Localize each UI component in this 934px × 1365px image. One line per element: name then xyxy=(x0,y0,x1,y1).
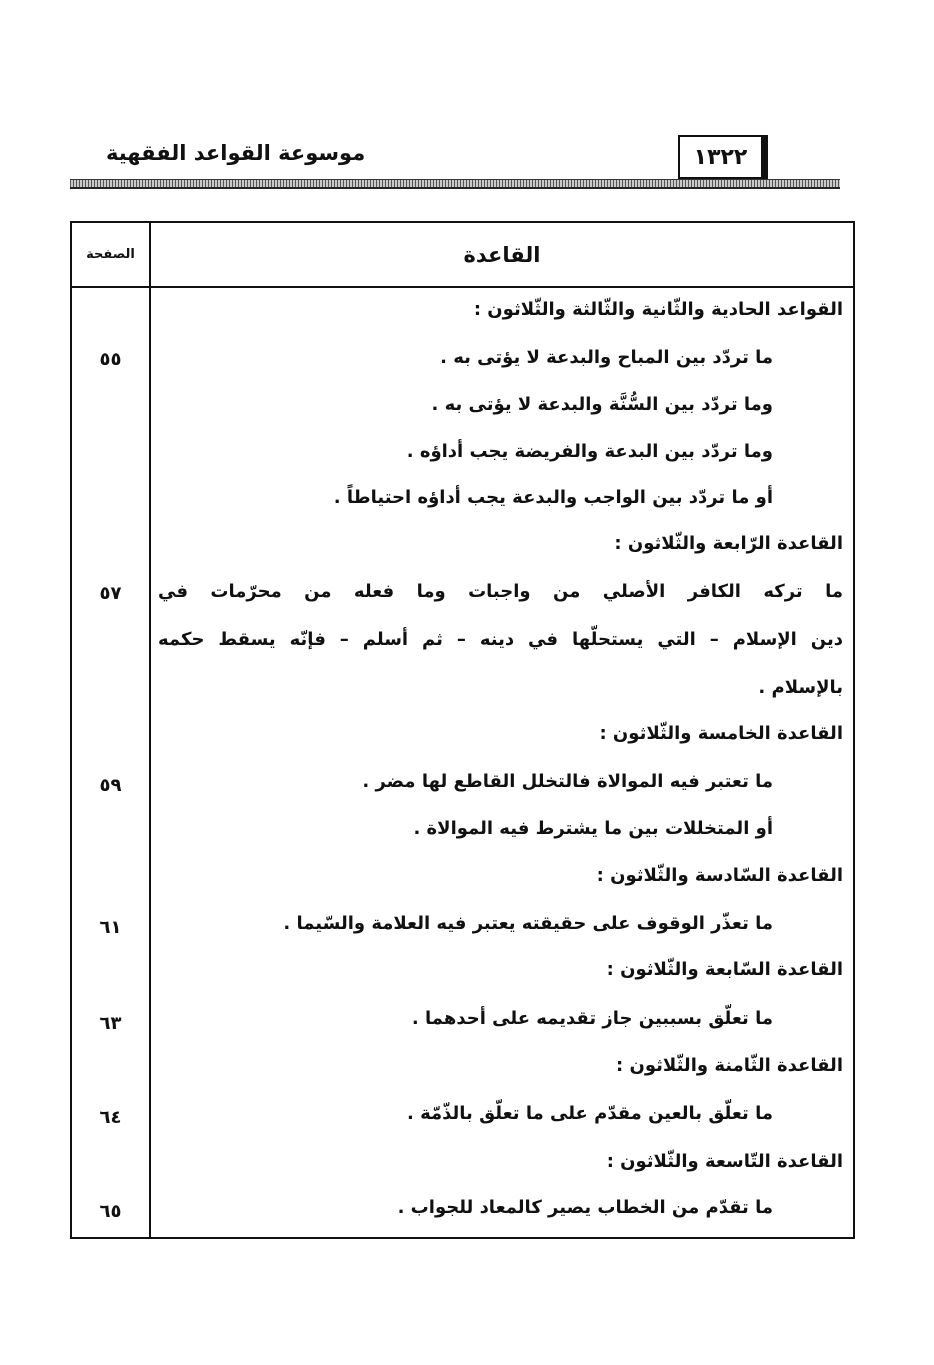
rule-heading: القاعدة الرّابعة والثّلاثون : xyxy=(614,533,843,554)
page-ref: ٥٥ xyxy=(99,349,122,370)
rule-text: ما تعتبر فيه الموالاة فالتخلل القاطع لها مضر . xyxy=(362,771,773,792)
rule-heading: القاعدة السّادسة والثّلاثون : xyxy=(596,865,843,886)
index-table xyxy=(70,221,855,1239)
page-header xyxy=(70,135,840,195)
rule-heading: القاعدة الثّامنة والثّلاثون : xyxy=(616,1055,843,1076)
page-ref: ٦٣ xyxy=(99,1013,122,1034)
rule-column-header: القاعدة xyxy=(463,242,541,267)
header-rule xyxy=(70,179,840,189)
rule-heading: القاعدة السّابعة والثّلاثون : xyxy=(606,959,843,980)
rule-text: دين الإسلام – التي يستحلّها في دينه – ثم أسلم – فإنّه يسقط حكمه xyxy=(158,629,843,650)
page-ref: ٦٤ xyxy=(99,1107,122,1128)
rule-text: ما تردّد بين المباح والبدعة لا يؤتى به . xyxy=(440,347,773,368)
book-title: موسوعة القواعد الفقهية xyxy=(106,141,366,165)
page-ref: ٦١ xyxy=(99,917,122,938)
rule-text: أو ما تردّد بين الواجب والبدعة يجب أداؤه احتياطاً . xyxy=(333,487,773,508)
column-divider xyxy=(149,223,151,1237)
rule-text: وما تردّد بين البدعة والفريضة يجب أداؤه . xyxy=(406,441,773,462)
page-number: ١٣٢٢ xyxy=(693,144,748,170)
rule-text: وما تردّد بين السُّنَّة والبدعة لا يؤتى به . xyxy=(431,394,773,415)
page-ref: ٥٧ xyxy=(99,583,122,604)
rule-heading: القاعدة الخامسة والثّلاثون : xyxy=(599,723,843,744)
page-ref: ٥٩ xyxy=(99,775,122,796)
rule-heading: القواعد الحادية والثّانية والثّالثة والثّلاثون : xyxy=(473,299,843,320)
rule-text: أو المتخللات بين ما يشترط فيه الموالاة . xyxy=(413,818,773,839)
page-number-box xyxy=(678,135,768,179)
rule-text: ما تعلّق بالعين مقدّم على ما تعلّق بالذّمّة . xyxy=(406,1103,773,1124)
rule-text: ما تقدّم من الخطاب يصير كالمعاد للجواب . xyxy=(397,1197,773,1218)
rule-heading: القاعدة التّاسعة والثّلاثون : xyxy=(606,1151,843,1172)
rule-text: بالإسلام . xyxy=(758,677,843,698)
page-ref: ٦٥ xyxy=(99,1201,122,1222)
rule-text: ما تركه الكافر الأصلي من واجبات وما فعله من محرّمات في xyxy=(158,581,843,602)
table-header-row xyxy=(72,223,853,288)
rule-text: ما تعذّر الوقوف على حقيقته يعتبر فيه العلامة والسّيما . xyxy=(283,913,773,934)
rule-text: ما تعلّق بسببين جاز تقديمه على أحدهما . xyxy=(411,1008,773,1029)
page-column-header: الصفحة xyxy=(86,247,135,262)
